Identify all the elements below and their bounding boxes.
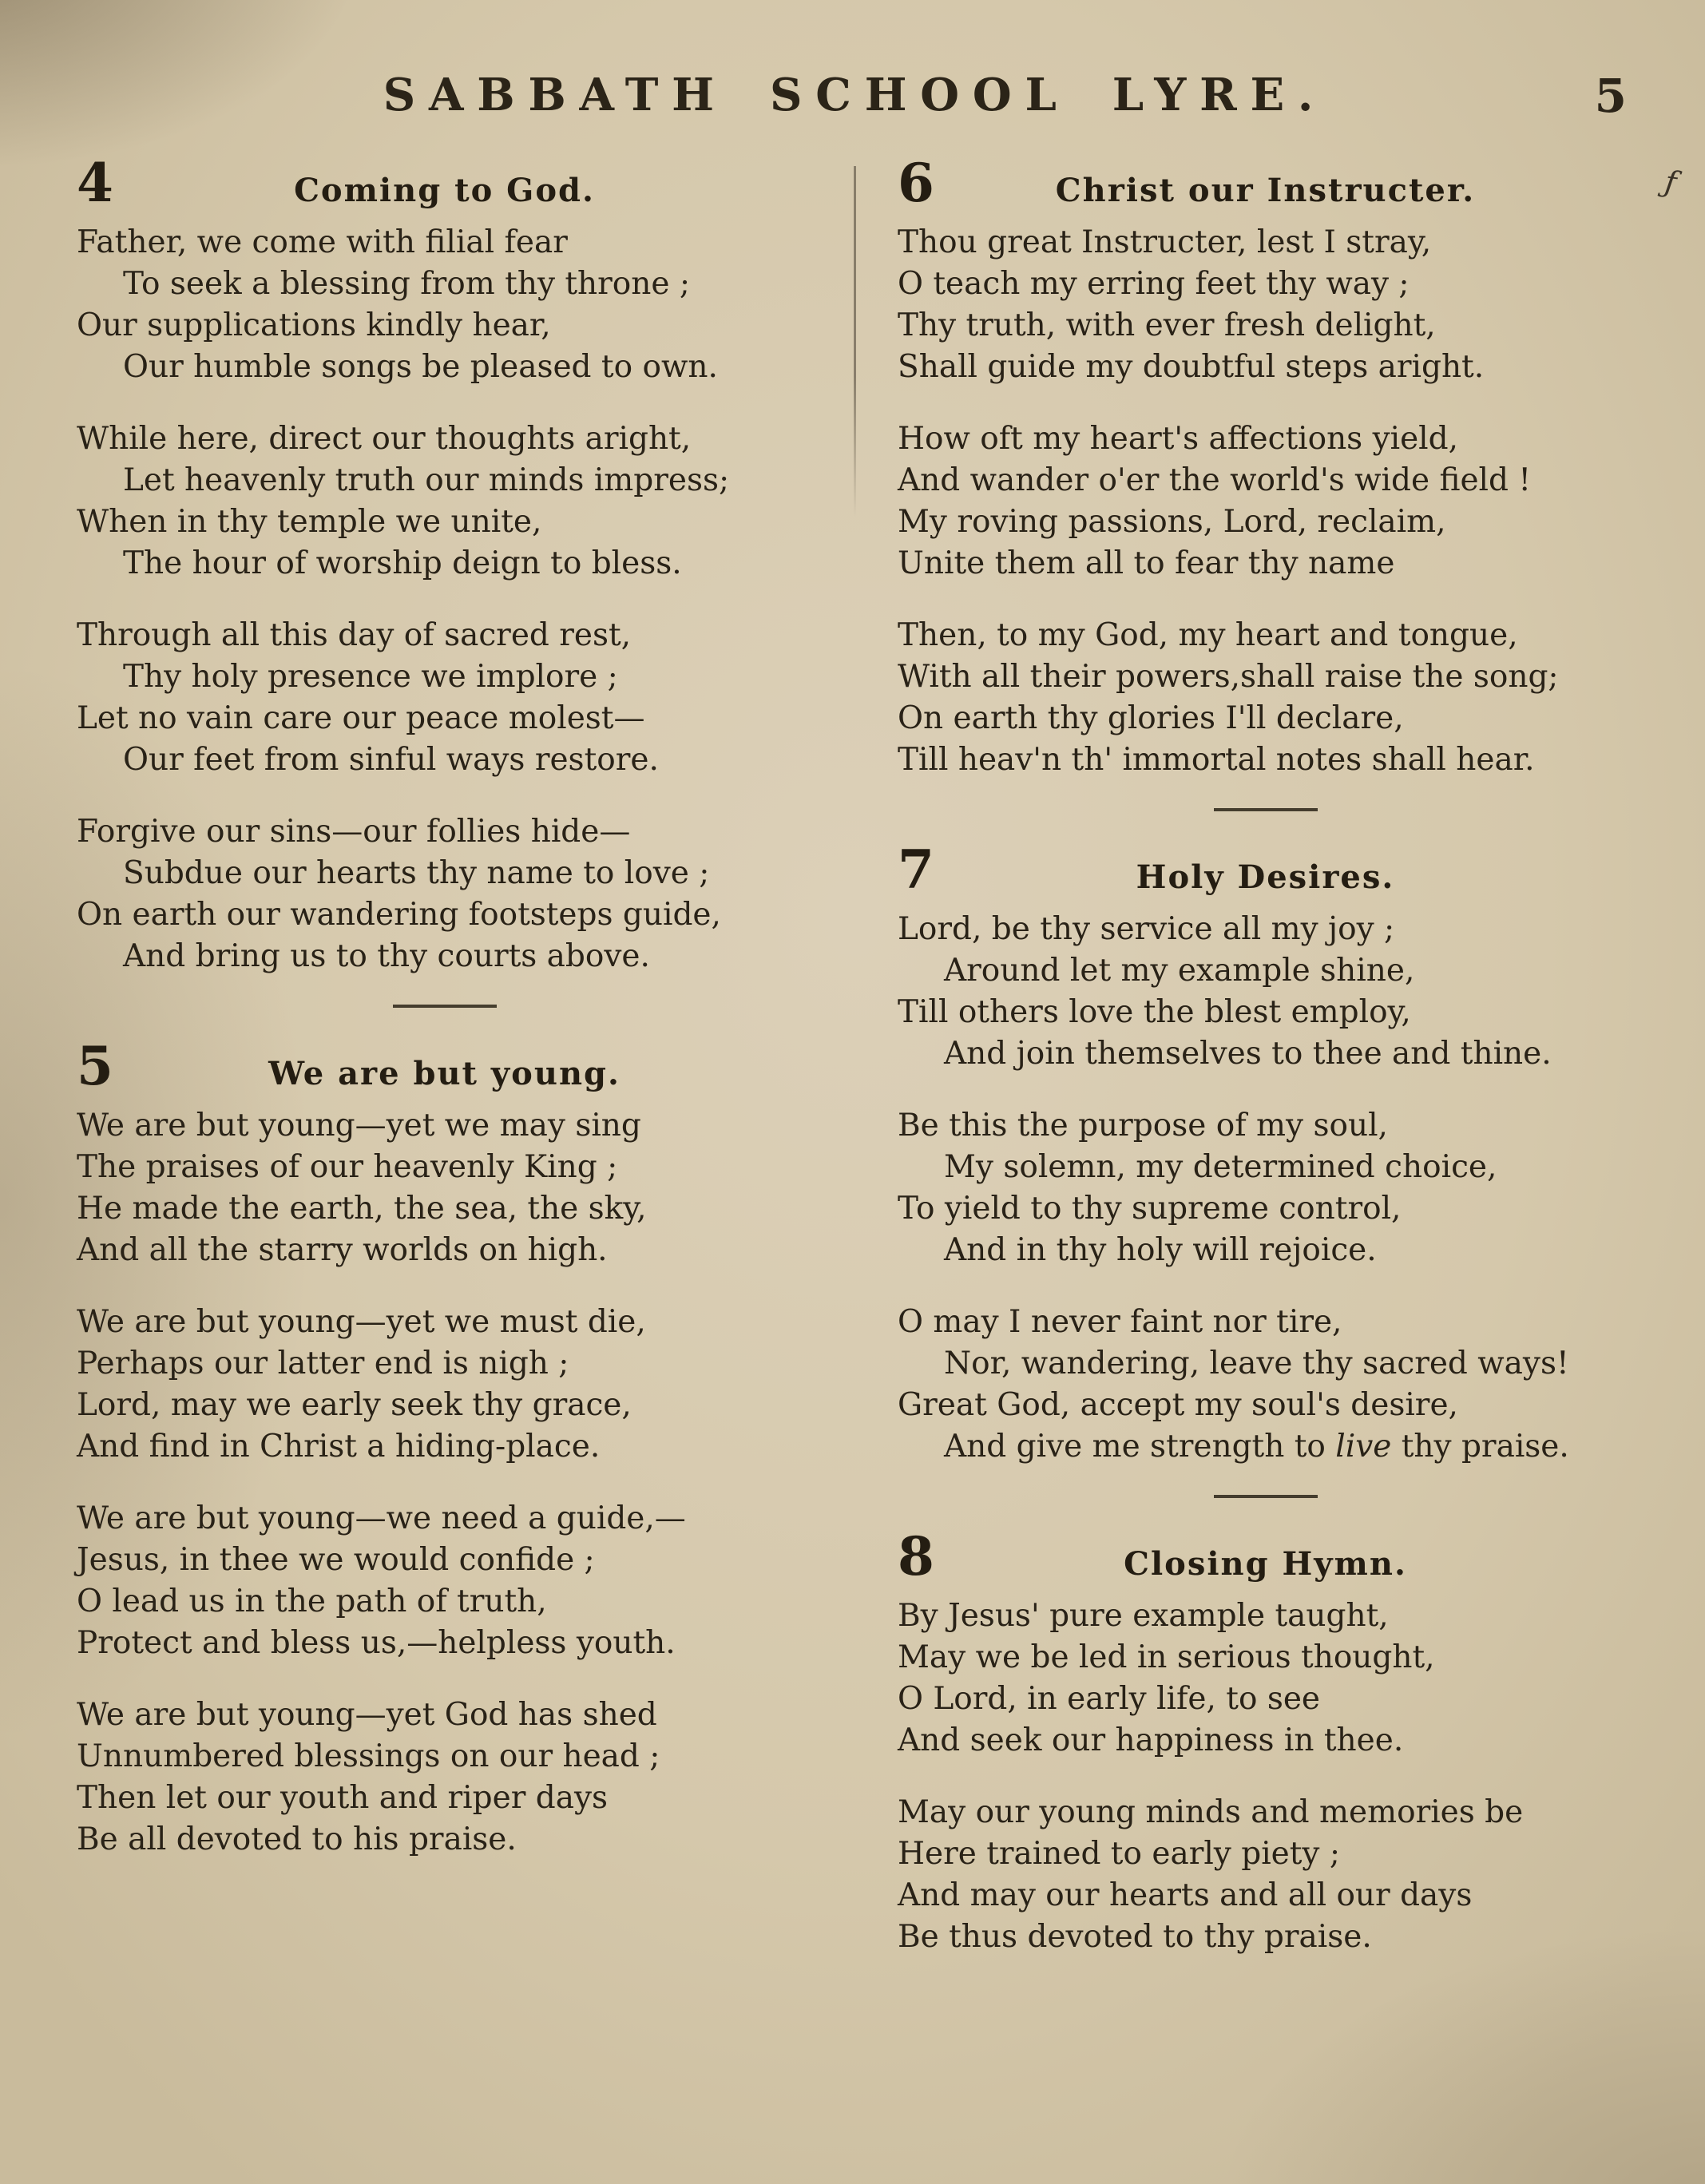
stray-ink-mark: ƒ (1662, 164, 1679, 200)
left-column (77, 152, 812, 1891)
hymn-line: Lord, may we early seek thy grace, (77, 1387, 632, 1423)
hymn-line: Be this the purpose of my soul, (898, 1108, 1388, 1144)
stanza (77, 811, 812, 977)
hymn-line: Nor, wandering, leave thy sacred ways! (944, 1346, 1569, 1381)
hymn-line: May we be led in serious thought, (898, 1639, 1435, 1675)
stanza (898, 1792, 1633, 1958)
hymn-line: And find in Christ a hiding-place. (77, 1429, 601, 1465)
stanza (898, 1302, 1633, 1468)
hymn-title: We are but young. (268, 1055, 621, 1092)
running-title: SABBATH SCHOOL LYRE. (383, 69, 1327, 121)
hymn-line: While here, direct our thoughts aright, (77, 421, 692, 457)
hymn-line: Let heavenly truth our minds impress; (123, 462, 730, 498)
page-header (77, 69, 1633, 133)
hymn-line: With all their powers,shall raise the song; (898, 659, 1559, 695)
hymn-line: He made the earth, the sea, the sky, (77, 1191, 647, 1227)
hymn-8 (898, 1525, 1633, 1958)
stanza (898, 418, 1633, 585)
hymn-line: Unnumbered blessings on our head ; (77, 1738, 660, 1774)
hymn-line: Great God, accept my soul's desire, (898, 1387, 1458, 1423)
hymn-line: Then let our youth and riper days (77, 1780, 608, 1816)
hymn-line: My solemn, my determined choice, (944, 1149, 1497, 1185)
hymn-number: 5 (77, 1035, 113, 1097)
hymn-line: May our young minds and memories be (898, 1794, 1524, 1830)
hymn-line: Father, we come with filial fear (77, 224, 568, 260)
hymn-line: We are but young—yet we must die, (77, 1304, 646, 1340)
hymn-line: O teach my erring feet thy way ; (898, 266, 1410, 302)
stanza (898, 615, 1633, 781)
hymn-line: And wander o'er the world's wide field ! (898, 462, 1532, 498)
hymn-line: Perhaps our latter end is nigh ; (77, 1346, 569, 1381)
hymn-title: Coming to God. (294, 172, 595, 209)
hymn-line: Our supplications kindly hear, (77, 307, 551, 343)
column-divider (854, 166, 856, 517)
hymn-line: And give me strength to live thy praise. (944, 1429, 1569, 1465)
hymn-line: The hour of worship deign to bless. (123, 545, 682, 581)
hymn-line: Till others love the blest employ, (898, 994, 1411, 1030)
hymn-header (898, 838, 1633, 901)
hymn-line: O Lord, in early life, to see (898, 1681, 1320, 1717)
hymn-divider (1214, 808, 1318, 811)
hymn-number: 6 (898, 152, 934, 214)
hymn-line: And seek our happiness in thee. (898, 1722, 1404, 1758)
hymn-5 (77, 1035, 812, 1861)
hymn-line: Thy truth, with ever fresh delight, (898, 307, 1436, 343)
hymn-line: And in thy holy will rejoice. (944, 1232, 1377, 1268)
hymn-line: Through all this day of sacred rest, (77, 617, 632, 653)
hymn-line: On earth thy glories I'll declare, (898, 700, 1404, 736)
hymn-line: Be thus devoted to thy praise. (898, 1919, 1372, 1955)
right-column (898, 152, 1633, 1988)
stanza (77, 1498, 812, 1664)
hymn-line: And bring us to thy courts above. (123, 938, 650, 974)
hymn-line: Lord, be thy service all my joy ; (898, 911, 1395, 947)
hymn-line: Forgive our sins—our follies hide— (77, 814, 631, 850)
hymn-line: How oft my heart's affections yield, (898, 421, 1459, 457)
hymn-line: Subdue our hearts thy name to love ; (123, 855, 710, 891)
stanza (898, 1105, 1633, 1271)
stanza (77, 1105, 812, 1271)
hymn-line: We are but young—yet we may sing (77, 1108, 641, 1144)
hymn-line: Here trained to early piety ; (898, 1836, 1340, 1872)
hymn-line: On earth our wandering footsteps guide, (77, 897, 721, 933)
hymn-line: Thy holy presence we implore ; (123, 659, 618, 695)
hymn-columns (77, 152, 1633, 1988)
hymn-title: Christ our Instructer. (1055, 172, 1476, 209)
hymn-number: 8 (898, 1525, 934, 1587)
hymn-line: My roving passions, Lord, reclaim, (898, 504, 1446, 540)
hymn-number: 7 (898, 838, 934, 901)
hymn-line: Shall guide my doubtful steps aright. (898, 349, 1485, 385)
hymn-line: Thou great Instructer, lest I stray, (898, 224, 1432, 260)
hymn-line: Our feet from sinful ways restore. (123, 742, 659, 778)
hymn-line: To seek a blessing from thy throne ; (123, 266, 691, 302)
hymn-line: Be all devoted to his praise. (77, 1821, 517, 1857)
hymn-header (77, 1035, 812, 1097)
hymn-line: Unite them all to fear thy name (898, 545, 1395, 581)
hymn-line: Let no vain care our peace molest— (77, 700, 645, 736)
stanza (898, 222, 1633, 388)
hymn-line: Jesus, in thee we would confide ; (77, 1542, 595, 1578)
stanza (898, 909, 1633, 1075)
hymn-line: By Jesus' pure example taught, (898, 1598, 1389, 1634)
hymn-line: We are but young—we need a guide,— (77, 1500, 686, 1536)
hymn-line: And may our hearts and all our days (898, 1877, 1473, 1913)
hymn-divider (1214, 1495, 1318, 1498)
hymn-header (77, 152, 812, 214)
page-number: 5 (1594, 69, 1627, 123)
hymn-line: When in thy temple we unite, (77, 504, 542, 540)
hymn-6 (898, 152, 1633, 781)
hymn-line: Around let my example shine, (944, 953, 1415, 989)
stanza (77, 418, 812, 585)
hymn-line: O may I never faint nor tire, (898, 1304, 1342, 1340)
hymn-line: Till heav'n th' immortal notes shall hear. (898, 742, 1535, 778)
hymn-line: Protect and bless us,—helpless youth. (77, 1625, 676, 1661)
hymn-line: O lead us in the path of truth, (77, 1583, 547, 1619)
hymn-line: We are but young—yet God has shed (77, 1697, 657, 1733)
hymn-number: 4 (77, 152, 113, 214)
stanza (77, 1302, 812, 1468)
hymn-line: The praises of our heavenly King ; (77, 1149, 618, 1185)
stanza (77, 222, 812, 388)
stanza (898, 1595, 1633, 1762)
hymn-header (898, 1525, 1633, 1587)
hymn-line: Then, to my God, my heart and tongue, (898, 617, 1518, 653)
hymn-header (898, 152, 1633, 214)
hymn-line: And join themselves to thee and thine. (944, 1036, 1552, 1072)
hymn-divider (393, 1005, 497, 1008)
hymn-title: Closing Hymn. (1124, 1545, 1407, 1583)
hymn-4 (77, 152, 812, 977)
hymn-line: And all the starry worlds on high. (77, 1232, 608, 1268)
hymn-line: To yield to thy supreme control, (898, 1191, 1402, 1227)
hymn-title: Holy Desires. (1136, 858, 1395, 896)
stanza (77, 615, 812, 781)
hymn-7 (898, 838, 1633, 1468)
stanza (77, 1694, 812, 1861)
hymn-line: Our humble songs be pleased to own. (123, 349, 718, 385)
